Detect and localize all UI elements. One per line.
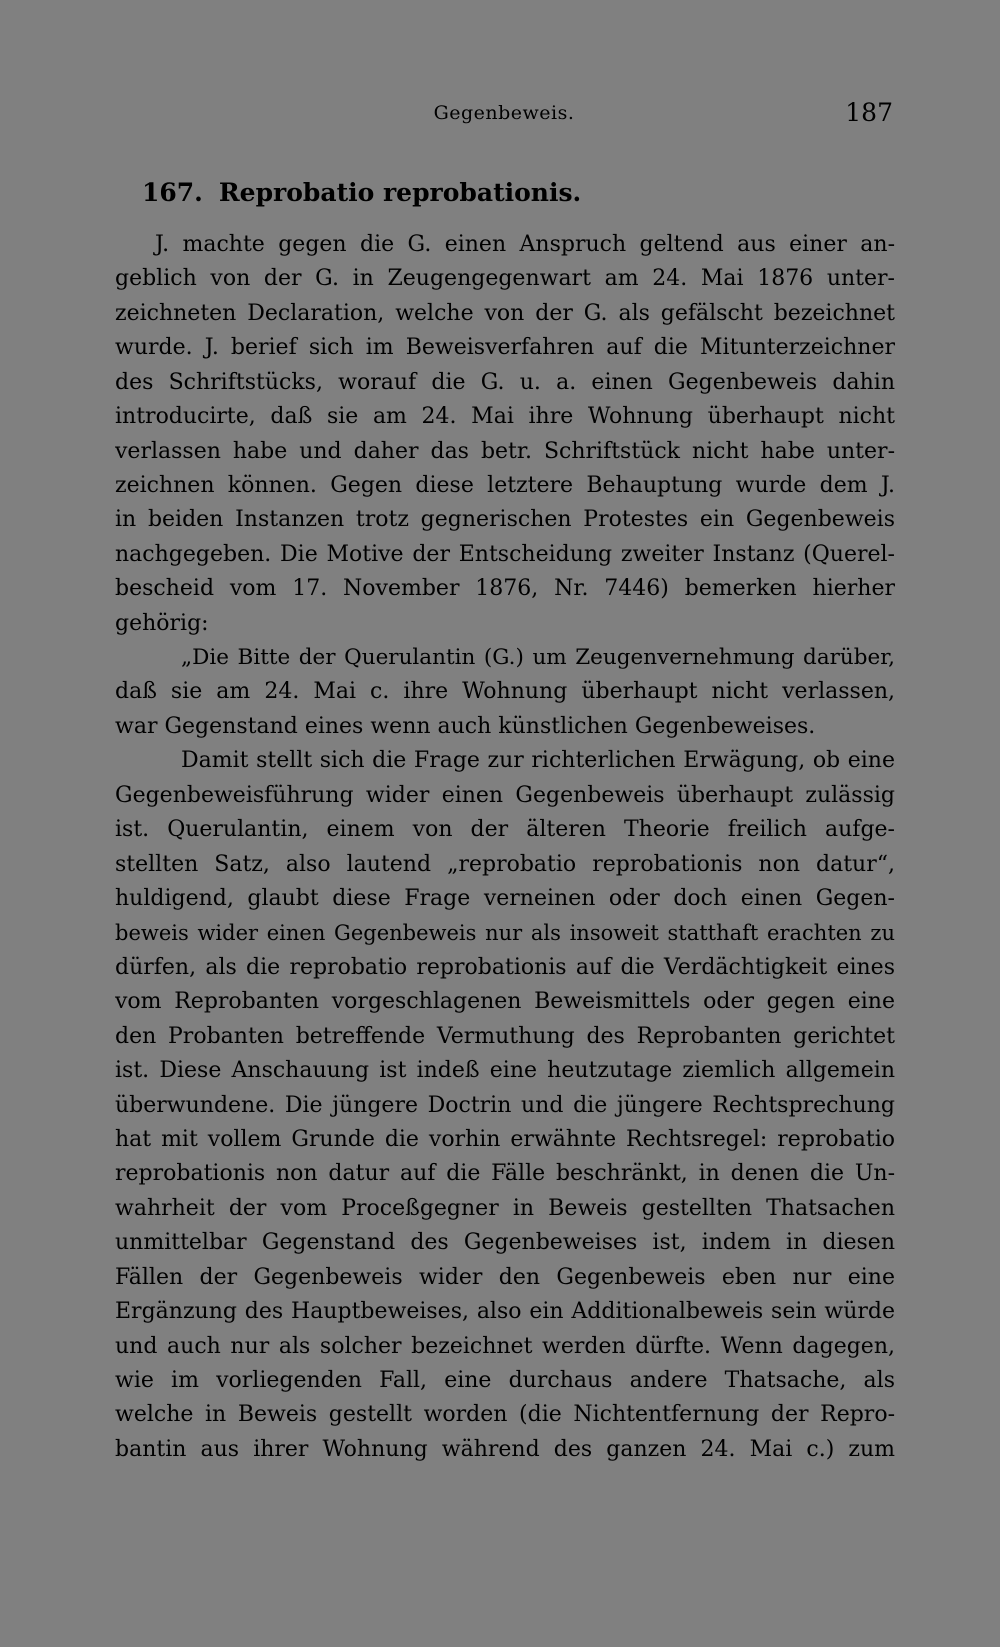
text-line: Damit stellt sich die Frage zur richterlichen Erwägung, ob eine [181,748,895,774]
text-line: daß sie am 24. Mai c. ihre Wohnung überhaupt nicht verlassen, [115,679,895,705]
text-line: Fällen der Gegenbeweis wider den Gegenbeweis eben nur eine [115,1264,895,1290]
text-line: geblich von der G. in Zeugengegenwart am 24. Mai 1876 unter- [115,266,895,292]
text-line: wurde. J. berief sich im Beweisverfahren auf die Mitunterzeichner [115,335,895,361]
text-line: „Die Bitte der Querulantin (G.) um Zeugenvernehmung darüber, [181,645,895,671]
section-title: Reprobatio reprobationis. [218,178,582,207]
text-line: verlassen habe und daher das betr. Schriftstück nicht habe unter- [115,438,895,464]
page-number: 187 [845,98,893,127]
text-line: war Gegenstand eines wenn auch künstlichen Gegenbeweises. [115,713,816,739]
text-line: dürfen, als die reprobatio reprobationis auf die Verdächtigkeit eines [115,954,895,980]
text-line: vom Reprobanten vorgeschlagenen Beweismittels oder gegen eine [115,989,895,1015]
text-line: hat mit vollem Grunde die vorhin erwähnte Rechtsregel: reprobatio [115,1126,895,1152]
text-line: beweis wider einen Gegenbeweis nur als insoweit statthaft erachten zu [115,921,895,946]
section-number: 167. [142,178,203,207]
text-line: ist. Querulantin, einem von der älteren Theorie freilich aufge- [115,817,895,843]
text-line: unmittelbar Gegenstand des Gegenbeweises ist, indem in diesen [115,1230,895,1256]
text-line: nachgegeben. Die Motive der Entscheidung zweiter Instanz (Querel- [115,541,895,567]
text-line: huldigend, glaubt diese Frage verneinen oder doch einen Gegen- [115,886,895,912]
text-line: zeichnen können. Gegen diese letztere Behauptung wurde dem J. [115,472,895,498]
text-line: in beiden Instanzen trotz gegnerischen Protestes ein Gegenbeweis [115,507,895,533]
text-line: des Schriftstücks, worauf die G. u. a. einen Gegenbeweis dahin [115,369,895,395]
text-line: wahrheit der vom Proceßgegner in Beweis gestellten Thatsachen [115,1195,895,1221]
text-line: den Probanten betreffende Vermuthung des Reprobanten gerichtet [115,1023,895,1049]
running-title: Gegenbeweis. [433,102,575,124]
text-line: gehörig: [115,610,209,636]
text-line: überwundene. Die jüngere Doctrin und die jüngere Rechtsprechung [115,1092,895,1118]
text-line: und auch nur als solcher bezeichnet werden dürfte. Wenn dagegen, [115,1333,895,1359]
section-heading [142,178,902,207]
text-line: Gegenbeweisführung wider einen Gegenbeweis überhaupt zulässig [115,782,895,808]
text-line: stellten Satz, also lautend „reprobatio reprobationis non datur“, [115,851,895,877]
text-line: bescheid vom 17. November 1876, Nr. 7446) bemerken hierher [115,576,895,602]
body-text [115,228,895,1528]
text-line: reprobationis non datur auf die Fälle beschränkt, in denen die Un- [115,1161,895,1187]
text-line: welche in Beweis gestellt worden (die Nichtentfernung der Repro- [115,1402,895,1428]
running-header [115,98,893,132]
text-line: introducirte, daß sie am 24. Mai ihre Wohnung überhaupt nicht [115,404,895,430]
text-line: Ergänzung des Hauptbeweises, also ein Additionalbeweis sein würde [115,1299,895,1325]
text-line: ist. Diese Anschauung ist indeß eine heutzutage ziemlich allgemein [115,1058,895,1084]
text-line: bantin aus ihrer Wohnung während des ganzen 24. Mai c.) zum [115,1436,895,1462]
text-line: J. machte gegen die G. einen Anspruch geltend aus einer an- [155,232,895,257]
text-line: zeichneten Declaration, welche von der G. als gefälscht bezeichnet [115,300,895,326]
text-line: wie im vorliegenden Fall, eine durchaus andere Thatsache, als [115,1367,895,1393]
